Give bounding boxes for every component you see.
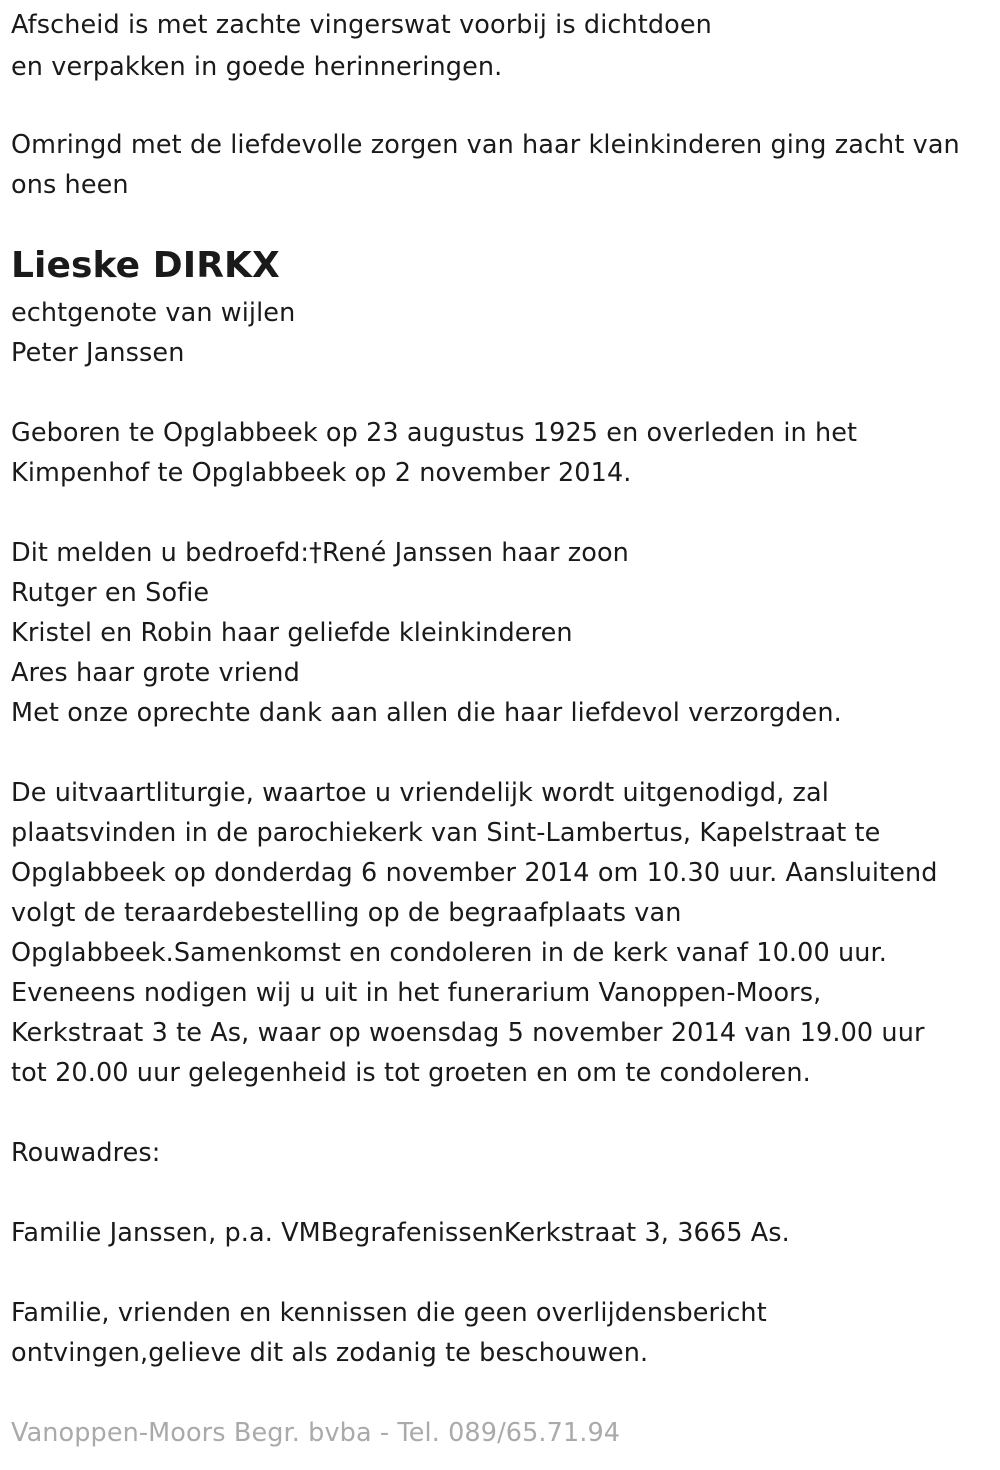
ceremony-line-3: Opglabbeek op donderdag 6 november 2014 om 10.30 uur. Aansluitend — [11, 858, 938, 888]
notice-line-1: Familie, vrienden en kennissen die geen overlijdensbericht — [11, 1298, 767, 1328]
announcement-line-2: ons heen — [11, 170, 129, 200]
address-label: Rouwadres: — [11, 1138, 161, 1168]
family-line-5: Met onze oprechte dank aan allen die haar liefdevol verzorgden. — [11, 698, 842, 728]
ceremony-line-5: Opglabbeek.Samenkomst en condoleren in de kerk vanaf 10.00 uur. — [11, 938, 887, 968]
ceremony-line-1: De uitvaartliturgie, waartoe u vriendelijk wordt uitgenodigd, zal — [11, 778, 829, 808]
notice-line-2: ontvingen,gelieve dit als zodanig te beschouwen. — [11, 1338, 649, 1368]
family-line-3: Kristel en Robin haar geliefde kleinkinderen — [11, 618, 573, 648]
deceased-name: Lieske DIRKX — [11, 245, 280, 286]
ceremony-line-7: Kerkstraat 3 te As, waar op woensdag 5 november 2014 van 19.00 uur — [11, 1018, 925, 1048]
intro-line-2: en verpakken in goede herinneringen. — [11, 52, 503, 82]
ceremony-line-4: volgt de teraardebestelling op de begraafplaats van — [11, 898, 682, 928]
birth-death-line-1: Geboren te Opglabbeek op 23 augustus 1925 en overleden in het — [11, 418, 858, 448]
family-line-2: Rutger en Sofie — [11, 578, 210, 608]
family-line-4: Ares haar grote vriend — [11, 658, 300, 688]
deceased-relation: echtgenote van wijlen — [11, 298, 296, 328]
birth-death-line-2: Kimpenhof te Opglabbeek op 2 november 2014. — [11, 458, 632, 488]
ceremony-line-6: Eveneens nodigen wij u uit in het funerarium Vanoppen-Moors, — [11, 978, 822, 1008]
family-intro: Dit melden u bedroefd: — [11, 538, 310, 568]
announcement-line-1: Omringd met de liefdevolle zorgen van haar kleinkinderen ging zacht van — [11, 130, 960, 160]
ceremony-line-8: tot 20.00 uur gelegenheid is tot groeten en om te condoleren. — [11, 1058, 811, 1088]
footer-contact: Vanoppen-Moors Begr. bvba - Tel. 089/65.71.94 — [11, 1418, 621, 1448]
spouse-name: Peter Janssen — [11, 338, 185, 368]
family-line-1 — [11, 533, 629, 573]
intro-line-1: Afscheid is met zachte vingerswat voorbij is dichtdoen — [11, 10, 712, 40]
family-son: René Janssen haar zoon — [321, 538, 629, 568]
cross-icon: † — [309, 538, 322, 568]
address-value: Familie Janssen, p.a. VMBegrafenissenKerkstraat 3, 3665 As. — [11, 1218, 790, 1248]
ceremony-line-2: plaatsvinden in de parochiekerk van Sint-Lambertus, Kapelstraat te — [11, 818, 881, 848]
